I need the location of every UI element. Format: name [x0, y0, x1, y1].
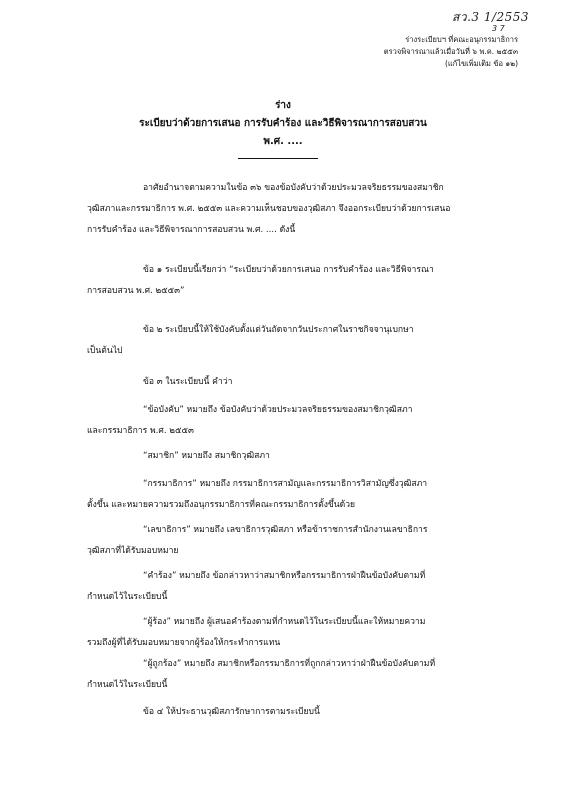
definition-committee	[87, 474, 507, 516]
paragraph-line: การรับคำร้อง และวิธีพิจารณาการสอบสวน พ.ศ. .... ดังนี้	[87, 225, 296, 235]
top-note-line: ตรวจพิจารณาแล้วเมื่อวันที่ ๖ พ.ค. ๒๕๕๓	[383, 47, 518, 56]
paragraph-line: “กรรมาธิการ” หมายถึง กรรมาธิการสามัญและกรรมาธิการวิสามัญซึ่งวุฒิสภา	[143, 479, 428, 489]
top-note-line: ร่างระเบียบฯ ที่คณะอนุกรรมาธิการ	[405, 35, 518, 44]
clause-1	[87, 260, 507, 302]
definition-petition	[87, 566, 507, 608]
paragraph-line: “เลขาธิการ” หมายถึง เลขาธิการวุฒิสภา หรือข้าราชการสำนักงานเลขาธิการ	[143, 525, 428, 535]
clause-3	[87, 372, 507, 393]
paragraph-line: ข้อ ๔ ให้ประธานวุฒิสภารักษาการตามระเบียบนี้	[143, 707, 320, 717]
top-note-line: (แก้ไขเพิ่มเติม ข้อ ๑๒)	[444, 59, 518, 68]
document-year: พ.ศ. ....	[263, 136, 303, 147]
handwritten-number: 3 7	[492, 24, 505, 33]
paragraph-line: รวมถึงผู้ที่ได้รับมอบหมายจากผู้ร้องให้กระทำการแทน	[87, 638, 281, 648]
paragraph-line: ข้อ ๒ ระเบียบนี้ให้ใช้บังคับตั้งแต่วันถัดจากวันประกาศในราชกิจจานุเบกษา	[143, 325, 414, 335]
paragraph-line: และกรรมาธิการ พ.ศ. ๒๕๕๓	[87, 426, 194, 436]
clause-4	[87, 702, 507, 723]
paragraph-line: การสอบสวน พ.ศ. ๒๕๕๓”	[87, 286, 185, 296]
paragraph-line: “สมาชิก” หมายถึง สมาชิกวุฒิสภา	[143, 451, 270, 461]
paragraph-line: ข้อ ๓ ในระเบียบนี้ คำว่า	[143, 377, 233, 387]
preamble-paragraph	[87, 178, 507, 241]
paragraph-line: วุฒิสภาและกรรมาธิการ พ.ศ. ๒๕๕๓ และความเห็นชอบของวุฒิสภา จึงออกระเบียบว่าด้วยการเสนอ	[87, 204, 451, 214]
definition-member	[87, 446, 507, 467]
paragraph-line: อาศัยอำนาจตามความในข้อ ๓๖ ของข้อบังคับว่าด้วยประมวลจริยธรรมของสมาชิก	[143, 183, 444, 193]
paragraph-line: เป็นต้นไป	[87, 346, 123, 356]
document-title: ระเบียบว่าด้วยการเสนอ การรับคำร้อง และวิธีพิจารณาการสอบสวน	[139, 118, 427, 129]
definition-petitioner	[87, 612, 507, 654]
paragraph-line: ข้อ ๑ ระเบียบนี้เรียกว่า “ระเบียบว่าด้วยการเสนอ การรับคำร้อง และวิธีพิจารณา	[143, 265, 434, 275]
handwritten-reference: สว.3 1/2553	[452, 10, 530, 24]
definition-regulation	[87, 400, 507, 442]
title-divider	[238, 158, 318, 159]
paragraph-line: “ผู้ถูกร้อง” หมายถึง สมาชิกหรือกรรมาธิการที่ถูกกล่าวหาว่าฝ่าฝืนข้อบังคับตามที่	[143, 659, 436, 669]
paragraph-line: กำหนดไว้ในระเบียบนี้	[87, 680, 168, 690]
paragraph-line: “คำร้อง” หมายถึง ข้อกล่าวหาว่าสมาชิกหรือกรรมาธิการฝ่าฝืนข้อบังคับตามที่	[143, 571, 426, 581]
definition-secretary-general	[87, 520, 507, 562]
paragraph-line: “ผู้ร้อง” หมายถึง ผู้เสนอคำร้องตามที่กำหนดไว้ในระเบียบนี้และให้หมายความ	[143, 617, 426, 627]
paragraph-line: “ข้อบังคับ” หมายถึง ข้อบังคับว่าด้วยประมวลจริยธรรมของสมาชิกวุฒิสภา	[143, 405, 413, 415]
clause-2	[87, 320, 507, 362]
draft-label: ร่าง	[275, 100, 291, 111]
paragraph-line: ตั้งขึ้น และหมายความรวมถึงอนุกรรมาธิการที่คณะกรรมาธิการตั้งขึ้นด้วย	[87, 500, 356, 510]
paragraph-line: กำหนดไว้ในระเบียบนี้	[87, 592, 168, 602]
definition-respondent	[87, 654, 507, 696]
paragraph-line: วุฒิสภาที่ได้รับมอบหมาย	[87, 546, 179, 556]
